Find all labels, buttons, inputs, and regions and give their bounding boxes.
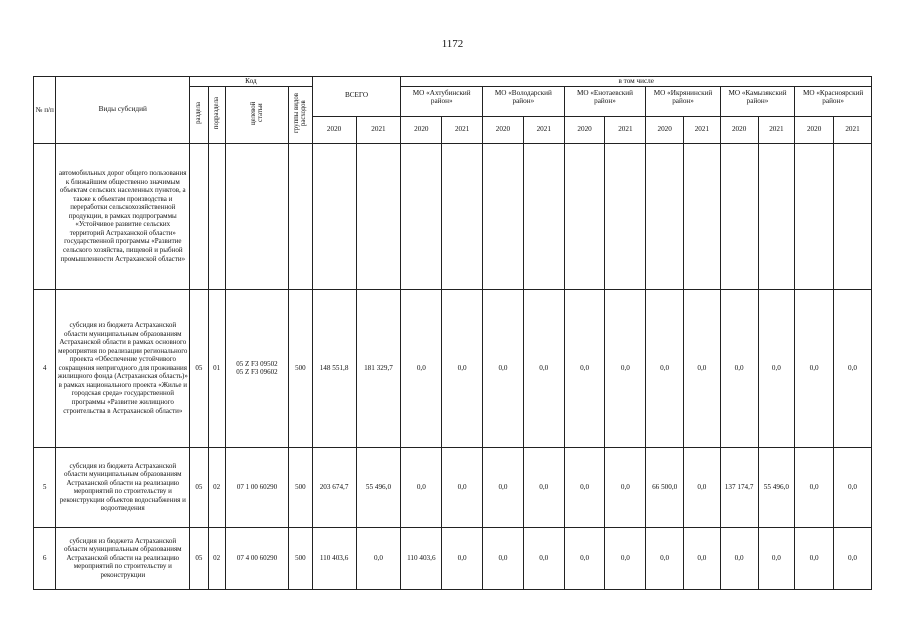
year-header-cell: 2021	[442, 116, 483, 143]
municipality-value-cell: 0,0	[720, 527, 758, 589]
year-header-cell: 2021	[758, 116, 795, 143]
subsection-code: 02	[208, 447, 225, 527]
target-code-line: 05 Z F3 09502	[236, 359, 278, 368]
municipality-value-cell: 0,0	[605, 289, 646, 447]
code-section-header: раздела	[190, 86, 208, 143]
row-number: 4	[34, 289, 56, 447]
municipality-value-cell: 0,0	[523, 447, 564, 527]
year-header-cell: 2020	[312, 116, 356, 143]
municipality-value-cell: 0,0	[523, 527, 564, 589]
total-value-cell: 55 496,0	[356, 447, 401, 527]
municipality-value-cell	[795, 143, 834, 289]
target-article-code	[225, 289, 288, 447]
municipality-value-cell	[646, 143, 684, 289]
municipality-value-cell: 0,0	[605, 527, 646, 589]
including-header: в том числе	[401, 77, 872, 87]
municipality-value-cell: 0,0	[442, 527, 483, 589]
municipality-value-cell: 0,0	[758, 289, 795, 447]
municipality-value-cell: 0,0	[834, 289, 872, 447]
table-row	[34, 527, 872, 589]
target-article-code	[225, 447, 288, 527]
expense-group-code: 500	[289, 289, 313, 447]
subsidy-type-header: Виды субсидий	[56, 77, 190, 144]
table-row	[34, 143, 872, 289]
municipality-value-cell: 0,0	[564, 447, 605, 527]
header-row-1	[34, 77, 872, 87]
subsidy-description: субсидия из бюджета Астраханской области муниципальным образованиям Астраханской области на реализацию мероприятий по строительству и реконструкции объектов водоснабжения и водоотведения	[56, 447, 190, 527]
year-header-cell: 2021	[523, 116, 564, 143]
code-group-types-header: группы видов расходов	[289, 86, 313, 143]
num-header: № п/п	[34, 77, 56, 144]
municipality-header-0: МО «Ахтубинский район»	[401, 86, 483, 116]
municipality-value-cell: 55 496,0	[758, 447, 795, 527]
subsidy-description: субсидия из бюджета Астраханской области муниципальным образованиям Астраханской области в рамках основного мероприятия по реализации регионального проекта «Обеспечение устойчивого сокращения непригодного для проживания жилищного фонда (Астраханская область)» в рамках национального проекта «Жилье и городская среда» государственной программы «Развитие жилищного строительства в Астраханской области»	[56, 289, 190, 447]
expense-group-code: 500	[289, 527, 313, 589]
municipality-value-cell	[442, 143, 483, 289]
total-value-cell: 110 403,6	[312, 527, 356, 589]
municipality-header-5: МО «Красноярский район»	[795, 86, 872, 116]
municipality-value-cell: 0,0	[646, 527, 684, 589]
municipality-value-cell: 66 500,0	[646, 447, 684, 527]
code-subsection-header: подраздела	[208, 86, 225, 143]
year-header-cell: 2021	[684, 116, 721, 143]
total-value-cell: 203 674,7	[312, 447, 356, 527]
municipality-value-cell: 0,0	[564, 527, 605, 589]
year-header-cell: 2020	[564, 116, 605, 143]
total-value-cell: 181 329,7	[356, 289, 401, 447]
municipality-header-3: МО «Икрянинский район»	[646, 86, 720, 116]
section-code: 05	[190, 289, 208, 447]
municipality-value-cell: 137 174,7	[720, 447, 758, 527]
code-target-header: целевой статьи	[225, 86, 288, 143]
municipality-value-cell: 0,0	[684, 289, 721, 447]
total-value-cell	[356, 143, 401, 289]
year-header-cell: 2021	[834, 116, 872, 143]
total-value-cell	[312, 143, 356, 289]
row-number	[34, 143, 56, 289]
total-value-cell: 148 551,8	[312, 289, 356, 447]
municipality-value-cell	[483, 143, 524, 289]
row-number: 6	[34, 527, 56, 589]
year-header-cell: 2020	[483, 116, 524, 143]
municipality-value-cell	[758, 143, 795, 289]
municipality-value-cell: 0,0	[401, 447, 442, 527]
municipality-value-cell: 0,0	[795, 289, 834, 447]
table-row	[34, 447, 872, 527]
municipality-value-cell: 0,0	[483, 289, 524, 447]
municipality-value-cell: 0,0	[605, 447, 646, 527]
subsidy-description: субсидия из бюджета Астраханской области муниципальным образованиям Астраханской области на реализацию мероприятий по строительству и реконструкции	[56, 527, 190, 589]
page-number: 1172	[441, 38, 464, 50]
table-row	[34, 289, 872, 447]
municipality-value-cell: 0,0	[442, 447, 483, 527]
year-header-cell: 2020	[646, 116, 684, 143]
table-body	[34, 143, 872, 589]
municipality-value-cell	[401, 143, 442, 289]
year-header-cell: 2021	[356, 116, 401, 143]
municipality-value-cell	[684, 143, 721, 289]
municipality-header-2: МО «Енотаевский район»	[564, 86, 646, 116]
municipality-value-cell: 0,0	[758, 527, 795, 589]
code-group-header: Код	[190, 77, 312, 87]
year-header-cell: 2021	[605, 116, 646, 143]
total-value-cell: 0,0	[356, 527, 401, 589]
subsection-code: 01	[208, 289, 225, 447]
section-code: 05	[190, 527, 208, 589]
municipality-value-cell	[720, 143, 758, 289]
total-header: ВСЕГО	[312, 77, 401, 117]
municipality-header-4: МО «Камызякский район»	[720, 86, 794, 116]
municipality-value-cell: 0,0	[483, 447, 524, 527]
municipality-value-cell: 0,0	[684, 447, 721, 527]
municipality-value-cell: 0,0	[523, 289, 564, 447]
municipality-value-cell: 0,0	[795, 527, 834, 589]
municipality-value-cell: 0,0	[442, 289, 483, 447]
municipality-header-1: МО «Володарский район»	[483, 86, 565, 116]
expense-group-code: 500	[289, 447, 313, 527]
municipality-value-cell	[834, 143, 872, 289]
municipality-value-cell: 110 403,6	[401, 527, 442, 589]
year-header-cell: 2020	[401, 116, 442, 143]
municipality-value-cell: 0,0	[646, 289, 684, 447]
municipality-value-cell: 0,0	[834, 447, 872, 527]
municipality-value-cell: 0,0	[401, 289, 442, 447]
section-code: 05	[190, 447, 208, 527]
municipality-value-cell: 0,0	[795, 447, 834, 527]
municipality-value-cell	[605, 143, 646, 289]
subsidy-description: автомобильных дорог общего пользования к ближайшим общественно значимым объектам сельских населенных пунктов, а также к объектам производства и переработки сельскохозяйственной продукции, в рамках подпрограммы «Устойчивое развитие сельских территорий Астраханской области» государственной программы «Развитие сельского хозяйства, пищевой и рыбной промышленности Астраханской области»	[56, 143, 190, 289]
expense-group-code	[289, 143, 313, 289]
municipality-value-cell: 0,0	[834, 527, 872, 589]
municipality-value-cell: 0,0	[483, 527, 524, 589]
municipality-value-cell: 0,0	[684, 527, 721, 589]
municipality-value-cell: 0,0	[720, 289, 758, 447]
subsection-code: 02	[208, 527, 225, 589]
municipality-value-cell	[564, 143, 605, 289]
target-article-code	[225, 143, 288, 289]
target-code-line: 07 1 00 60290	[236, 482, 278, 491]
year-header-cell: 2020	[720, 116, 758, 143]
subsection-code	[208, 143, 225, 289]
municipality-value-cell: 0,0	[564, 289, 605, 447]
target-article-code	[225, 527, 288, 589]
target-code-line: 07 4 00 60290	[236, 553, 278, 562]
target-code-line: 05 Z F3 09602	[236, 368, 278, 377]
year-header-cell: 2020	[795, 116, 834, 143]
subsidies-table	[33, 76, 872, 590]
row-number: 5	[34, 447, 56, 527]
municipality-value-cell	[523, 143, 564, 289]
section-code	[190, 143, 208, 289]
